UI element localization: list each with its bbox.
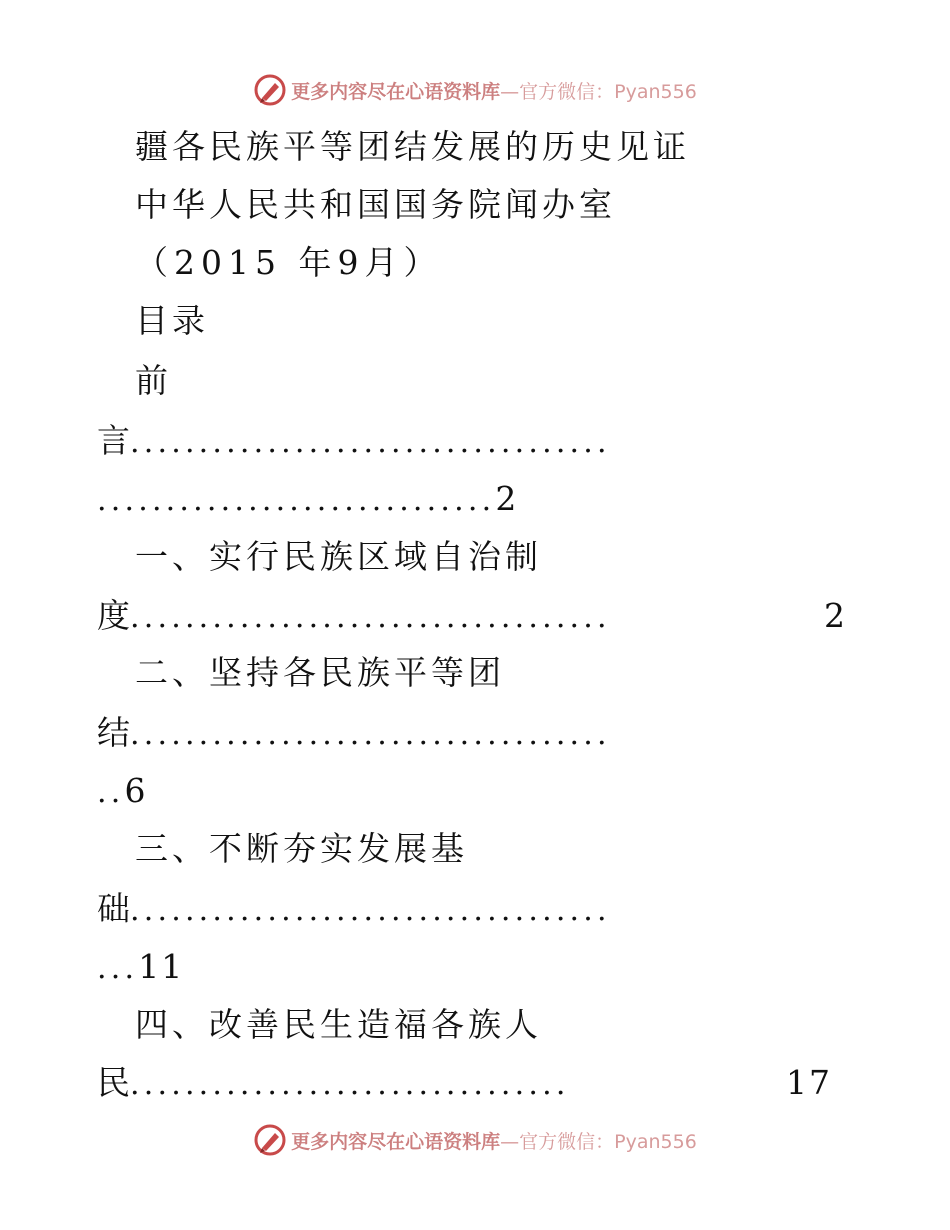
watermark-text: 更多内容尽在心语资料库—官方微信：Pyan556 [291, 80, 697, 103]
toc-leader-dots: ... [97, 951, 139, 986]
toc-entry-row[interactable] [97, 596, 847, 638]
document-title: 疆各民族平等团结发展的历史见证 [135, 127, 690, 166]
toc-entry-row[interactable] [97, 713, 847, 755]
toc-page-number: 17 [786, 1063, 832, 1102]
toc-entry-prefix: 三、不断夯实发展基 [135, 829, 468, 868]
toc-entry-lead: 民 [97, 1063, 130, 1102]
toc-entry-row[interactable] [97, 421, 847, 463]
toc-page-number: 2 [495, 479, 519, 518]
toc-leader-dots: ............................. [97, 483, 496, 518]
footer-watermark [0, 1120, 950, 1160]
document-issuer: 中华人民共和国国务院闻办室 [135, 185, 616, 224]
toc-leader-dots: ................................... [130, 893, 611, 928]
toc-leader-dots: ................................... [130, 600, 611, 635]
toc-leader-dots: ................................... [130, 425, 611, 460]
toc-entry-lead: 度 [97, 596, 130, 635]
toc-page-number: 2 [824, 596, 847, 635]
toc-entry-row[interactable] [97, 889, 847, 931]
toc-page-number: 11 [138, 947, 185, 986]
toc-entry-prefix: 四、改善民生造福各族人 [135, 1005, 542, 1044]
toc-entry-row[interactable] [97, 1063, 832, 1105]
document-date: （2015 年9月） [135, 243, 443, 282]
toc-entry-lead: 言 [97, 421, 130, 460]
toc-entry-lead: 础 [97, 889, 130, 928]
header-watermark [0, 70, 950, 110]
toc-heading: 目录 [135, 301, 209, 340]
pen-logo-icon [253, 73, 287, 107]
toc-entry-continuation[interactable] [97, 771, 147, 813]
toc-entry-prefix: 一、实行民族区域自治制 [135, 537, 542, 576]
toc-entry-prefix: 前 [135, 361, 172, 400]
toc-page-number: 6 [124, 771, 148, 810]
toc-entry-prefix: 二、坚持各民族平等团 [135, 653, 505, 692]
pen-logo-icon [253, 1123, 287, 1157]
toc-leader-dots: .. [97, 775, 125, 810]
watermark-text: 更多内容尽在心语资料库—官方微信：Pyan556 [291, 1130, 697, 1153]
toc-entry-continuation[interactable] [97, 947, 184, 989]
toc-leader-dots: ................................... [130, 717, 611, 752]
toc-entry-lead: 结 [97, 713, 130, 752]
toc-entry-continuation[interactable] [97, 479, 518, 521]
toc-leader-dots: ................................ [130, 1067, 570, 1102]
